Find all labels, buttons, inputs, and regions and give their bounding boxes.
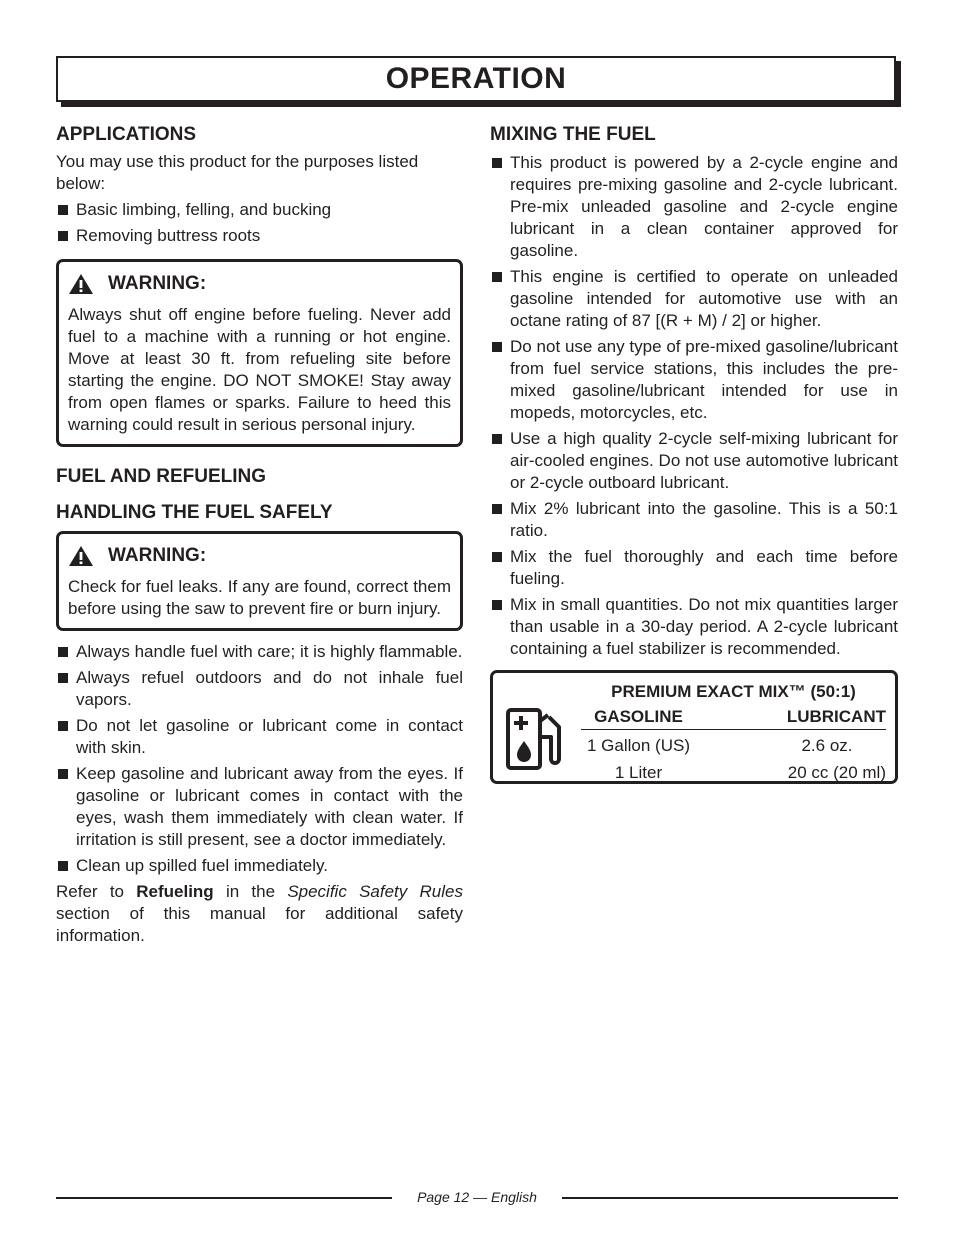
fuel-pump-icon xyxy=(505,707,565,771)
bullet-icon xyxy=(492,342,502,352)
lubricant-header: LUBRICANT xyxy=(786,707,886,726)
lubricant-cell: 20 cc (20 ml) xyxy=(787,763,886,782)
gasoline-cell: 1 Gallon (US) xyxy=(587,736,690,755)
bullet-icon xyxy=(58,769,68,779)
applications-intro: You may use this product for the purposes listed below: xyxy=(56,152,419,193)
list-item: Keep gasoline and lubricant away from the eyes. If gasoline or lubricant comes in contact with the eyes, wash them immediately with clean water. If irritation is still present, see a doctor immediately. xyxy=(56,763,463,851)
list-item: Mix the fuel thoroughly and each time before fueling. xyxy=(490,546,898,590)
table-row xyxy=(581,759,886,786)
bullet-icon xyxy=(58,647,68,657)
warning-text: Always shut off engine before fueling. Never add fuel to a machine with a running or hot engine. Move at least 30 ft. from refueling site before starting the engine. DO NOT SMOKE! Stay away from open flames or sparks. Failure to heed this warning could result in serious personal injury. xyxy=(68,305,451,434)
bullet-icon xyxy=(58,231,68,241)
right-column xyxy=(490,122,898,784)
lubricant-cell: 2.6 oz. xyxy=(801,736,853,755)
bullet-icon xyxy=(492,272,502,282)
mixing-fuel-heading: MIXING THE FUEL xyxy=(490,124,656,145)
warning-triangle-icon xyxy=(68,273,94,295)
bullet-icon xyxy=(492,552,502,562)
fuel-refueling-heading: FUEL AND REFUELING xyxy=(56,466,267,487)
bullet-icon xyxy=(58,205,68,215)
page-footer xyxy=(56,1187,898,1207)
mix-table-title: PREMIUM EXACT MIX™ (50:1) xyxy=(611,682,856,701)
bullet-icon xyxy=(492,158,502,168)
page-title: OPERATION xyxy=(385,62,567,95)
warning-header xyxy=(68,270,451,298)
list-item: This engine is certified to operate on unleaded gasoline intended for automotive use with an octane rating of 87 [(R + M) / 2] or higher. xyxy=(490,266,898,332)
list-item: Mix in small quantities. Do not mix quantities larger than usable in a 30-day period. A 2-cycle lubricant containing a fuel stabilizer is recommended. xyxy=(490,594,898,660)
bullet-icon xyxy=(58,861,68,871)
footer-rule-right xyxy=(562,1197,898,1199)
applications-list xyxy=(56,199,463,247)
handling-list xyxy=(56,641,463,877)
refer-paragraph: Refer to Refueling in the Specific Safety Rules section of this manual for additional safety information. xyxy=(56,882,463,945)
left-column xyxy=(56,122,463,947)
page-title-box xyxy=(56,56,896,102)
warning-header xyxy=(68,542,451,570)
page-number: Page 12 — English xyxy=(417,1189,537,1205)
mixing-list xyxy=(490,152,898,660)
list-item: Do not use any type of pre-mixed gasoline/lubricant from fuel service stations, this includes the pre-mixed gasoline/lubricant intended for use in mopeds, motorcycles, etc. xyxy=(490,336,898,424)
list-item: Do not let gasoline or lubricant come in contact with skin. xyxy=(56,715,463,759)
handling-fuel-heading: HANDLING THE FUEL SAFELY xyxy=(56,502,333,523)
bullet-icon xyxy=(58,673,68,683)
warning-box-leaks xyxy=(56,531,463,631)
refueling-ref: Refueling xyxy=(136,882,214,901)
list-item: Always handle fuel with care; it is highly flammable. xyxy=(56,641,463,663)
safety-rules-ref: Specific Safety Rules xyxy=(287,882,463,901)
gasoline-header: GASOLINE xyxy=(594,707,683,726)
warning-triangle-icon xyxy=(68,545,94,567)
mix-table xyxy=(581,679,886,786)
list-item: Use a high quality 2-cycle self-mixing lubricant for air-cooled engines. Do not use automotive lubricant or 2-cycle outboard lubricant. xyxy=(490,428,898,494)
list-item: Always refuel outdoors and do not inhale fuel vapors. xyxy=(56,667,463,711)
warning-label: WARNING: xyxy=(108,273,207,294)
table-row xyxy=(581,732,886,759)
applications-heading: APPLICATIONS xyxy=(56,124,197,145)
warning-label: WARNING: xyxy=(108,545,207,566)
list-item: Removing buttress roots xyxy=(56,225,463,247)
list-item: Clean up spilled fuel immediately. xyxy=(56,855,463,877)
gasoline-cell: 1 Liter xyxy=(614,763,663,782)
warning-text: Check for fuel leaks. If any are found, correct them before using the saw to prevent fire or burn injury. xyxy=(68,577,451,618)
bullet-icon xyxy=(492,600,502,610)
mix-table-header xyxy=(581,705,886,730)
list-item: This product is powered by a 2-cycle engine and requires pre-mixing gasoline and 2-cycle lubricant. Pre-mix unleaded gasoline and 2-cycle engine lubricant in a clean container approved for gasoline. xyxy=(490,152,898,262)
list-item: Basic limbing, felling, and bucking xyxy=(56,199,463,221)
list-item: Mix 2% lubricant into the gasoline. This is a 50:1 ratio. xyxy=(490,498,898,542)
warning-box-fueling xyxy=(56,259,463,447)
bullet-icon xyxy=(492,504,502,514)
mix-ratio-box xyxy=(490,670,898,784)
bullet-icon xyxy=(492,434,502,444)
bullet-icon xyxy=(58,721,68,731)
